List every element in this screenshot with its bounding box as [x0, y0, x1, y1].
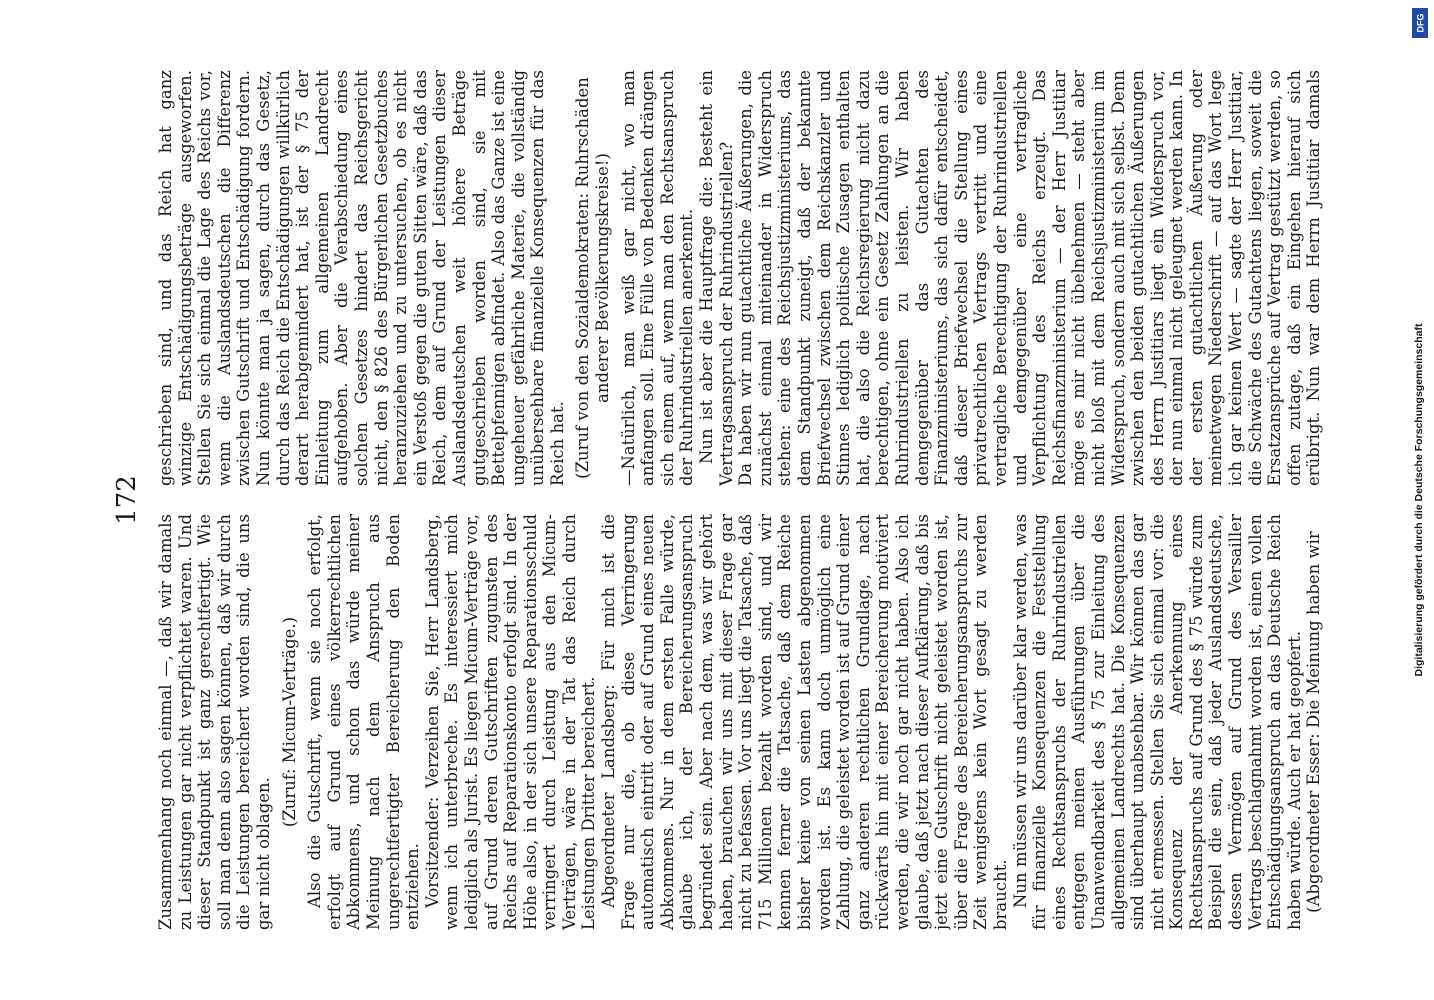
paragraph: Da haben wir nun gutachtliche Äußerungen, die zunächst einmal miteinander in Widerspruch stehen: eine des Reichsjustizministeriums, das dem Standpunkt zuneigt, daß der bekannte Briefwechsel zwischen dem Reichskanzler und Stinnes lediglich politische Zusagen enthalten hat, die also die Reichsregierung nicht dazu berechtigen, ohne ein Gesetz Zahlungen an die Ruhrindustriellen zu leisten. Wir haben demgegenüber das Gutachten des Finanzministeriums, das sich dafür entscheidet, daß dieser Briefwechsel die Stellung eines privatrechtlichen Vertrags vertritt und eine vertragliche Berechtigung der Ruhrindustriellen und demgegenüber eine vertragliche Verpflichtung des Reichs erzeugt. Das Reichsfinanzministerium — der Herr Justitiar möge es mir nicht übelnehmen — steht aber nicht bloß mit dem Reichsjustizministerium im Widerspruch, sondern auch mit sich selbst. Denn zwischen den beiden gutachtlichen Äußerungen des Herrn Justitiars liegt ein Widerspruch vor, der nun einmal nicht geleugnet werden kann. In der ersten gutachtlichen Äußerung oder meinetwegen Niederschrift — auf das Wort lege ich gar keinen Wert — sagte der Herr Justitiar, die Schwäche des Gutachtens liegen, soweit die Ersatzansprüche auf Vertrag gestützt werden, so offen zutage, daß ein Eingehen hierauf sich erübrigt. Nun war dem Herrn Justitiar damals: [736, 70, 1324, 486]
paragraph: Nun ist aber die Hauptfrage die: Besteht ein Vertragsanspruch der Ruhrindustriellen?: [697, 70, 736, 486]
left-column: [156, 514, 1326, 930]
paragraph: Vorsitzender: Verzeihen Sie, Herr Landsberg, wenn ich unterbreche. Es interessiert mich lediglich als Jurist. Es liegen Micum-Verträge vor, auf Grund deren Gutschriften zugunsten des Reichs auf Reparationskonto erfolgt sind. In der Höhe also, in der sich unsere Reparationsschuld verringert durch Leistung aus den Micum-Verträgen, wäre in der Tat das Reich durch Leistungen Dritter bereichert.: [422, 514, 599, 930]
text-columns: [156, 70, 1326, 930]
paragraph: (Zuruf: Micum-Verträge.): [279, 616, 299, 828]
right-column: [156, 70, 1326, 486]
dfg-credit-text: Digitalisierung gefördert durch die Deutsche Forschungsgemeinschaft: [1413, 323, 1425, 677]
page-number: 172: [112, 475, 142, 525]
paragraph: Zusammenhang noch einmal —, daß wir damals zu Leistungen gar nicht verpflichtet waren. Und dieser Standpunkt ist ganz gerechtfertigt. Wie soll man denn also sagen können, daß wir durch die Leistungen bereichert worden sind, die uns gar nicht oblagen.: [156, 514, 273, 930]
paragraph: (Abgeordneter Esser: Die Meinung haben wir: [1304, 531, 1324, 913]
paragraph: geschrieben sind, und das Reich hat ganz winzige Entschädigungsbeträge ausgeworfen. Stellen Sie sich einmal die Lage des Reichs vor, wenn die Auslandsdeutschen die Differenz zwischen Gutschrift und Entschädigung fordern. Nun könnte man ja sagen, durch das Gesetz, durch das Reich die Entschädigungen willkürlich derart herabgemindert hat, ist der § 75 der Einleitung zum allgemeinen Landrecht aufgehoben. Aber die Verabschiedung eines solchen Gesetzes hindert das Reichsgericht nicht, den § 826 des Bürgerlichen Gesetzbuches heranzuziehen und zu untersuchen, ob es nicht ein Verstoß gegen die guten Sitten wäre, daß das Reich, dem auf Grund der Leistungen dieser Auslandsdeutschen weit höhere Beträge gutgeschrieben worden sind, sie mit Bettelpfennigen abfindet. Also das Ganze ist eine ungeheuer gefährliche Materie, die vollständig unübersehbare finanzielle Konsequenzen für das Reich hat.: [156, 70, 567, 486]
paragraph: (Zuruf von den Sozialdemokraten: Ruhrschäden anderer Bevölkerungskreise!): [573, 77, 613, 479]
scanned-page: [102, 70, 1332, 930]
paragraph: Abgeordneter Landsberg: Für mich ist die Frage nur die, ob diese Verringerung automatisch eintritt oder auf Grund eines neuen Abkommens. Nur in dem ersten Falle würde, glaube ich, der Bereicherungsanspruch begründet sein. Aber nach dem, was wir gehört haben, brauchen wir uns mit dieser Frage gar nicht zu befassen. Vor uns liegt die Tatsache, daß 715 Millionen bezahlt worden sind, und wir kennen ferner die Tatsache, daß dem Reiche bisher keine von seinen Lasten abgenommen worden ist. Es kann doch unmöglich eine Zahlung, die geleistet worden ist auf Grund einer ganz anderen rechtlichen Grundlage, nach rückwärts hin mit einer Bereicherung motiviert werden, die wir noch gar nicht haben. Also ich glaube, daß jetzt nach dieser Aufklärung, daß bis jetzt eine Gutschrift nicht geleistet worden ist, über die Frage des Bereicherungsanspruchs zur Zeit wenigstens kein Wort gesagt zu werden braucht.: [599, 514, 1010, 930]
paragraph: Also die Gutschrift, wenn sie noch erfolgt, erfolgt auf Grund eines völkerrechtlichen Abkommens, und schon das würde meiner Meinung nach dem Anspruch aus ungerechtfertigter Bereicherung den Boden entziehen.: [305, 514, 423, 930]
paragraph: —Natürlich, man weiß gar nicht, wo man anfangen soll. Eine Fülle von Bedenken drängen sich einem auf, wenn man den Rechtsanspruch der Ruhrindustriellen anerkennt.: [618, 70, 697, 486]
paragraph: Nun müssen wir uns darüber klar werden, was für finanzielle Konsequenzen die Feststellung eines Rechtsanspruchs der Ruhrindustriellen entgegen meinen Ausführungen über die Unanwendbarkeit des § 75 zur Einleitung des allgemeinen Landrechts hat. Die Konsequenzen sind überhaupt unabsehbar. Wir können das gar nicht ermessen. Stellen Sie sich einmal vor: die Konsequenz der Anerkennung eines Rechtsanspruchs auf Grund des § 75 würde zum Beispiel die sein, daß jeder Auslandsdeutsche, dessen Vermögen auf Grund des Versailler Vertrags beschlagnahmt worden ist, einen vollen Entschädigungsanspruch an das Deutsche Reich haben würde. Auch er hat geopfert.: [1010, 514, 1304, 930]
dfg-logo: DFG: [1412, 8, 1428, 38]
dfg-banner: [1404, 0, 1434, 1000]
